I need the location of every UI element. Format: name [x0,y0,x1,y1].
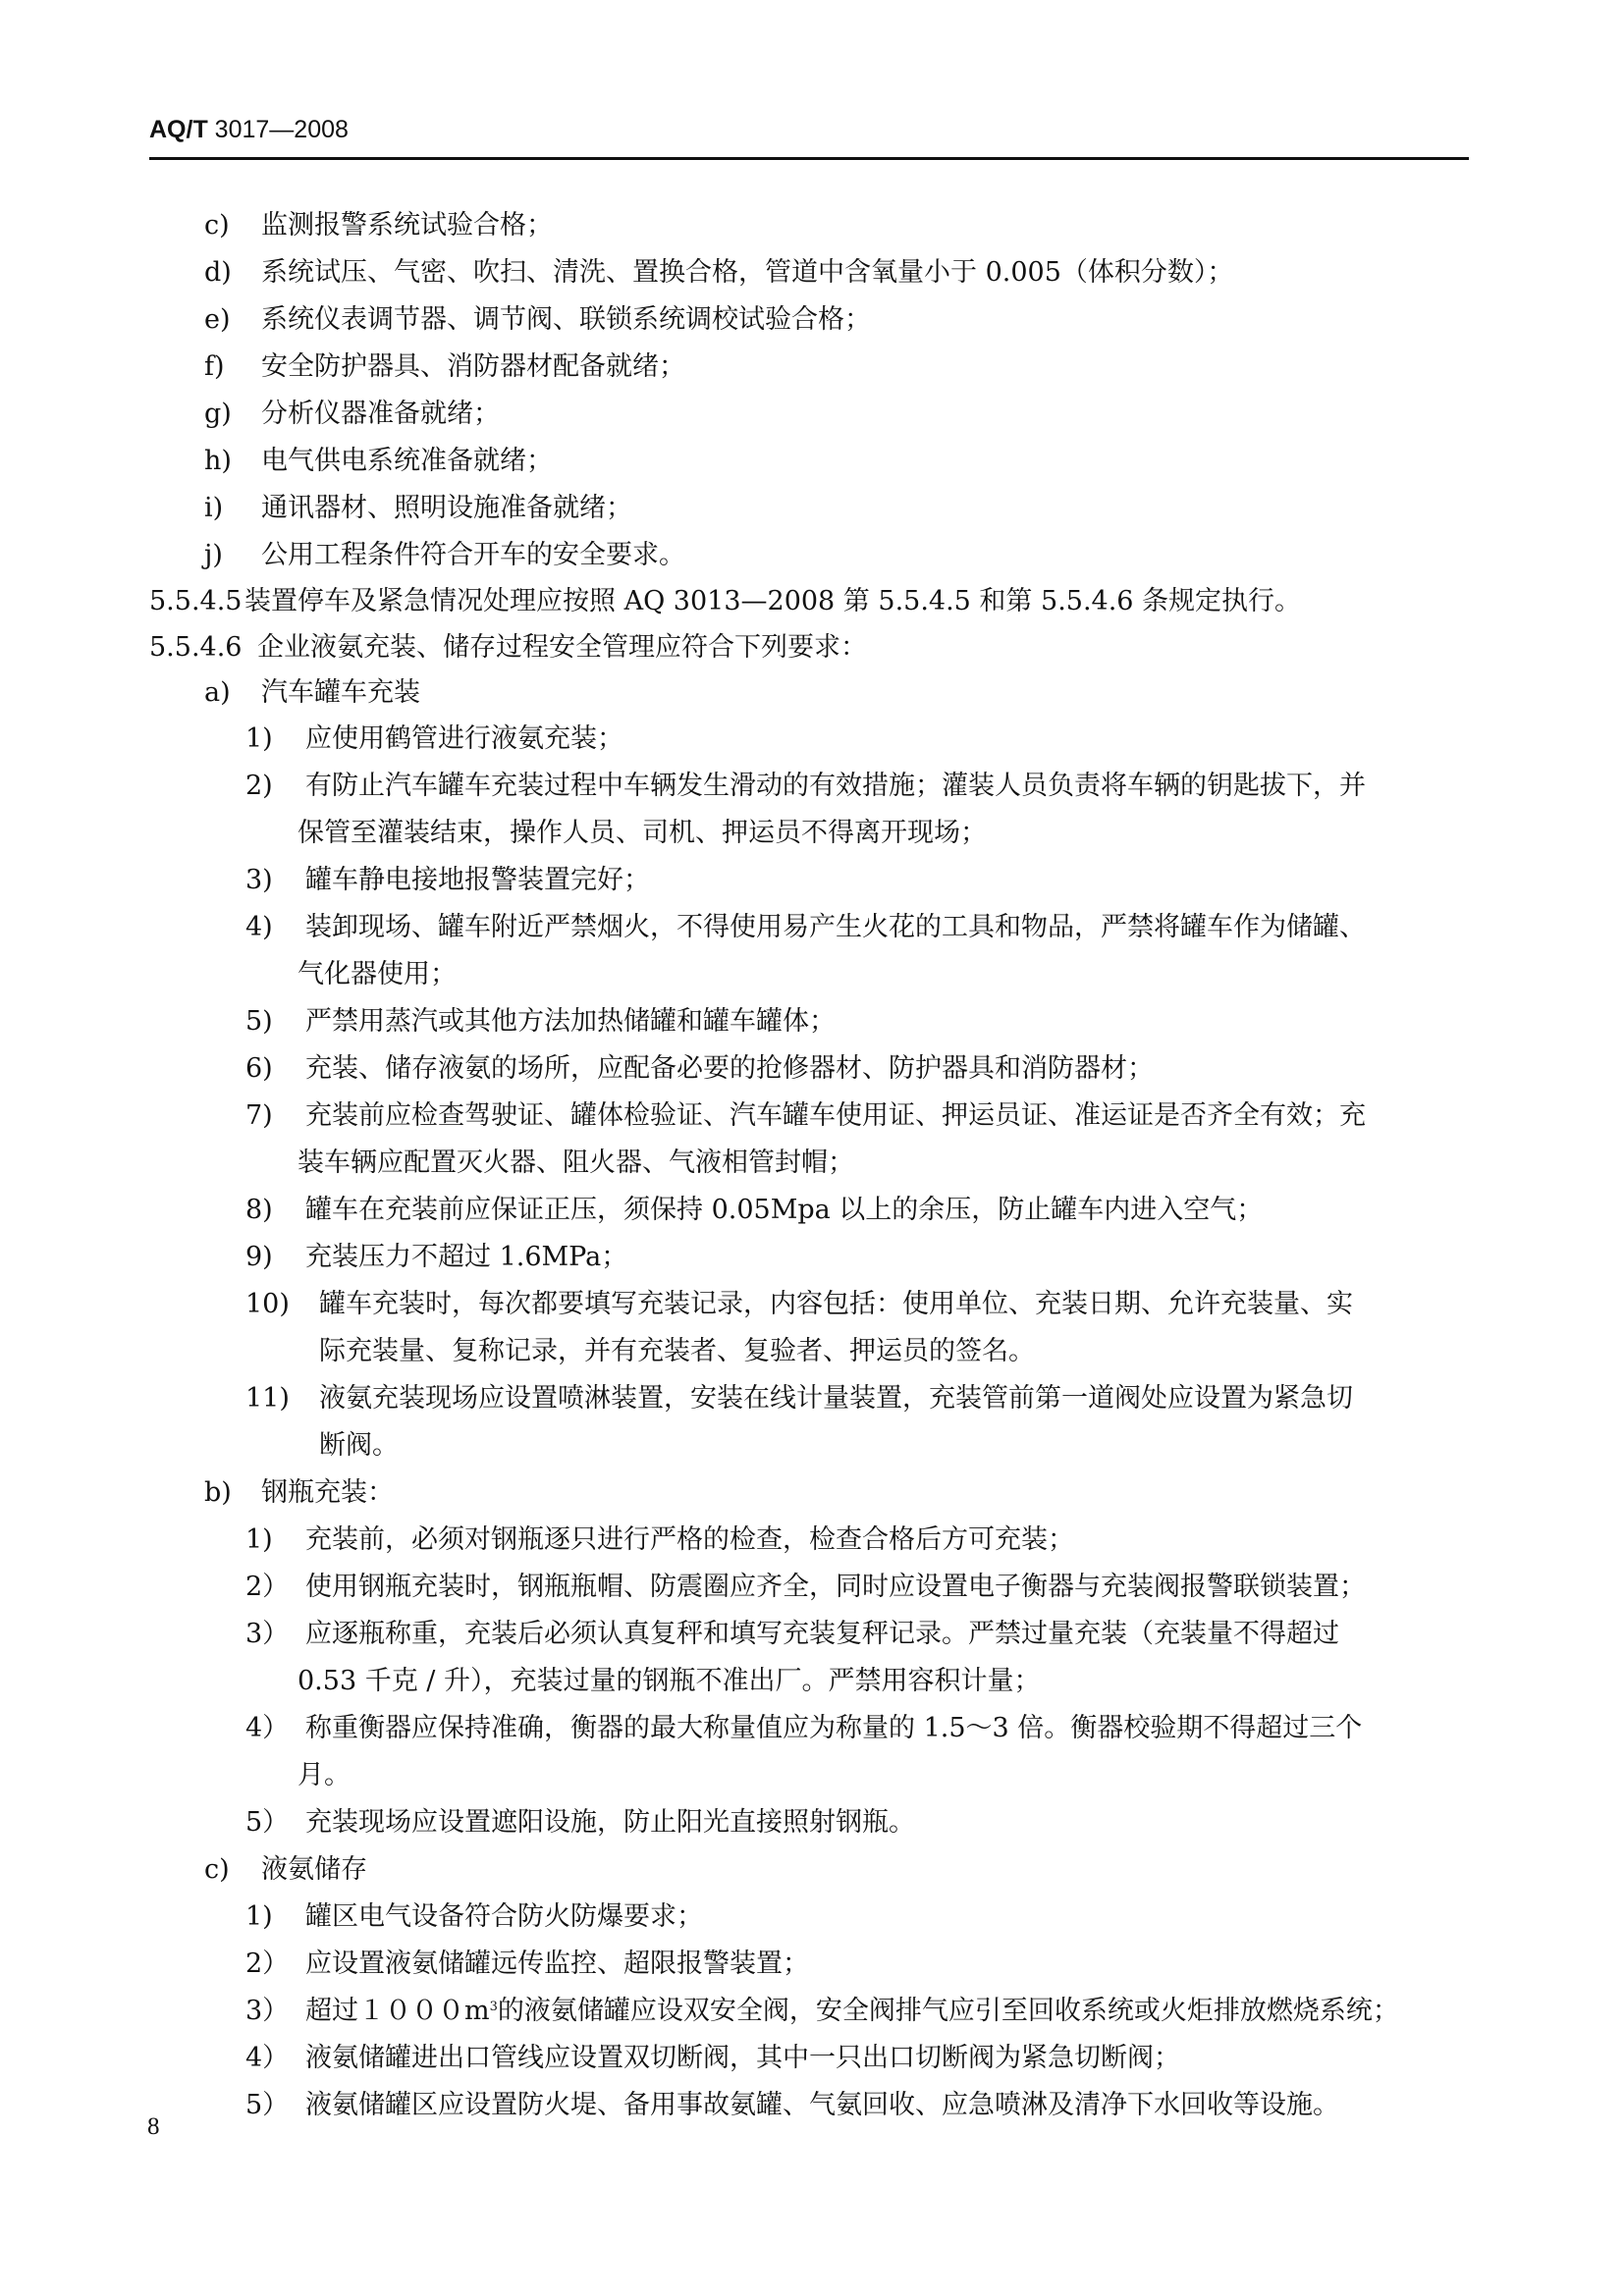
item-marker: 4） [245,2043,290,2073]
list-item [204,210,553,241]
item-marker: 3） [245,1619,290,1649]
item-marker: c) [204,1854,230,1885]
section-c [204,1854,367,1886]
item-marker: b) [204,1477,232,1508]
item-text: 充装前应检查驾驶证、罐体检验证、汽车罐车使用证、押运员证、准运证是否齐全有效；充 [305,1100,1366,1131]
item-text: 罐车静电接地报警装置完好； [305,865,650,895]
list-item [245,1807,915,1839]
item-marker: 9) [245,1242,273,1272]
item-marker: 5） [245,1807,290,1838]
item-marker: 2） [245,1949,290,1979]
list-item [204,351,685,383]
list-item [245,1242,627,1273]
section-b [204,1477,394,1509]
list-item [245,1053,1154,1085]
item-text: 装车辆应配置灭火器、阻火器、气液相管封帽； [298,1148,854,1178]
item-text: 罐区电气设备符合防火防爆要求； [305,1901,703,1932]
item-text: 液氨充装现场应设置喷淋装置，安装在线计量装置，充装管前第一道阀处应设置为紧急切 [319,1383,1353,1414]
list-item [245,1572,1366,1603]
item-text: 系统仪表调节器、调节阀、联锁系统调校试验合格； [261,304,871,335]
item-text: 0.53 千克 / 升），充装过量的钢瓶不准出厂。严禁用容积计量； [298,1666,1041,1696]
list-item [204,446,553,477]
item-marker: c) [204,210,230,240]
item-marker: j) [204,540,223,570]
item-text: 监测报警系统试验合格； [261,210,553,240]
item-marker: 1) [245,723,273,754]
item-text: 分析仪器准备就绪； [261,399,500,429]
item-text: 充装前，必须对钢瓶逐只进行严格的检查，检查合格后方可充装； [305,1524,1074,1555]
page-number: 8 [147,2113,160,2140]
standard-code: AQ/T [149,116,208,143]
item-marker: 5） [245,2090,290,2120]
list-item [204,493,632,524]
list-item [245,771,1366,802]
standard-header [149,116,349,144]
item-text: 际充装量、复称记录，并有充装者、复验者、押运员的签名。 [319,1336,1035,1366]
item-text: 公用工程条件符合开车的安全要求。 [261,540,685,570]
list-item-continued [298,959,457,990]
list-item-continued [298,818,987,849]
item-text-prefix: 超过１０００m [305,1996,490,2026]
list-item [245,912,1366,943]
list-item [245,1901,703,1933]
list-item-continued [298,1760,351,1791]
list-item [204,399,500,430]
item-marker: g) [204,399,232,429]
item-text: 月。 [298,1760,351,1790]
list-item-continued [319,1430,399,1462]
item-text: 有防止汽车罐车充装过程中车辆发生滑动的有效措施；灌装人员负责将车辆的钥匙拔下，并 [305,771,1366,801]
item-marker: 6) [245,1053,273,1084]
superscript: 3 [489,2000,498,2014]
item-marker: e) [204,304,231,335]
item-text: 通讯器材、照明设施准备就绪； [261,493,632,523]
item-text: 液氨储罐区应设置防火堤、备用事故氨罐、气氨回收、应急喷淋及清净下水回收等设施。 [305,2090,1339,2120]
item-marker: d) [204,257,232,288]
item-text: 气化器使用； [298,959,457,989]
list-item [204,304,871,336]
item-marker: 8) [245,1195,273,1225]
item-marker: 4） [245,1713,290,1743]
list-item [245,2090,1339,2121]
clause-5-5-4-6 [149,632,867,664]
item-text: 液氨储存 [261,1854,367,1885]
item-text: 液氨储罐进出口管线应设置双切断阀，其中一只出口切断阀为紧急切断阀； [305,2043,1180,2073]
list-item [204,257,1233,289]
item-marker: 1) [245,1901,273,1932]
item-marker: 7) [245,1100,273,1131]
clause-5-5-4-5 [149,586,1301,617]
item-text: 保管至灌装结束，操作人员、司机、押运员不得离开现场； [298,818,987,848]
header-rule [149,157,1469,160]
clause-text: 企业液氨充装、储存过程安全管理应符合下列要求： [257,632,867,663]
item-marker: 5) [245,1006,273,1037]
item-marker: h) [204,446,232,476]
list-item [245,2043,1180,2074]
clause-number: 5.5.4.6 [149,632,243,663]
item-marker: 2) [245,771,273,801]
item-text: 称重衡器应保持准确，衡器的最大称量值应为称量的 1.5～3 倍。衡器校验期不得超过三个 [305,1713,1363,1743]
item-text: 系统试压、气密、吹扫、清洗、置换合格，管道中含氧量小于 0.005（体积分数）； [261,257,1234,288]
item-marker: 4) [245,912,273,942]
item-marker: 1) [245,1524,273,1555]
item-text: 罐车在充装前应保证正压，须保持 0.05Mpa 以上的余压，防止罐车内进入空气； [305,1195,1264,1225]
item-text: 钢瓶充装： [261,1477,394,1508]
item-text: 严禁用蒸汽或其他方法加热储罐和罐车罐体； [305,1006,836,1037]
list-item-continued [298,1666,1040,1697]
section-a [204,677,420,709]
list-item-continued [298,1148,854,1179]
list-item [204,540,685,571]
list-item [245,865,650,896]
item-text: 应设置液氨储罐远传监控、超限报警装置； [305,1949,809,1979]
item-text: 充装现场应设置遮阳设施，防止阳光直接照射钢瓶。 [305,1807,915,1838]
item-marker: a) [204,677,231,708]
item-text-suffix: 的液氨储罐应设双安全阀，安全阀排气应引至回收系统或火炬排放燃烧系统； [497,1996,1399,2026]
list-item [245,1524,1074,1556]
clause-text: 装置停车及紧急情况处理应按照 AQ 3013—2008 第 5.5.4.5 和第 5.5.4.6 条规定执行。 [244,586,1302,616]
item-text: 装卸现场、罐车附近严禁烟火，不得使用易产生火花的工具和物品，严禁将罐车作为储罐、 [305,912,1366,942]
standard-number: 3017—2008 [214,116,349,143]
item-marker: 11) [245,1383,290,1414]
item-marker: 3） [245,1996,290,2026]
item-text: 充装压力不超过 1.6MPa； [305,1242,628,1272]
list-item [245,1383,1353,1415]
list-item [245,1006,836,1038]
item-text: 应逐瓶称重，充装后必须认真复秤和填写充装复秤记录。严禁过量充装（充装量不得超过 [305,1619,1339,1649]
item-marker: 3) [245,865,273,895]
list-item [245,1949,809,1980]
list-item [245,723,623,755]
list-item [245,1713,1362,1744]
item-text: 汽车罐车充装 [261,677,420,708]
item-text: 断阀。 [319,1430,399,1461]
list-item [245,1996,1399,2027]
item-marker: i) [204,493,224,523]
list-item [245,1195,1263,1226]
item-marker: 2） [245,1572,290,1602]
item-marker: f) [204,351,225,382]
item-text: 应使用鹤管进行液氨充装； [305,723,623,754]
item-text: 电气供电系统准备就绪； [261,446,553,476]
item-text: 安全防护器具、消防器材配备就绪； [261,351,685,382]
clause-number: 5.5.4.5 [149,586,243,616]
list-item-continued [319,1336,1035,1367]
list-item [245,1289,1353,1320]
item-text: 罐车充装时，每次都要填写充装记录，内容包括：使用单位、充装日期、允许充装量、实 [319,1289,1353,1319]
item-marker: 10) [245,1289,290,1319]
item-text: 充装、储存液氨的场所，应配备必要的抢修器材、防护器具和消防器材； [305,1053,1154,1084]
item-text: 使用钢瓶充装时，钢瓶瓶帽、防震圈应齐全，同时应设置电子衡器与充装阀报警联锁装置； [305,1572,1366,1602]
list-item [245,1100,1366,1132]
list-item [245,1619,1339,1650]
